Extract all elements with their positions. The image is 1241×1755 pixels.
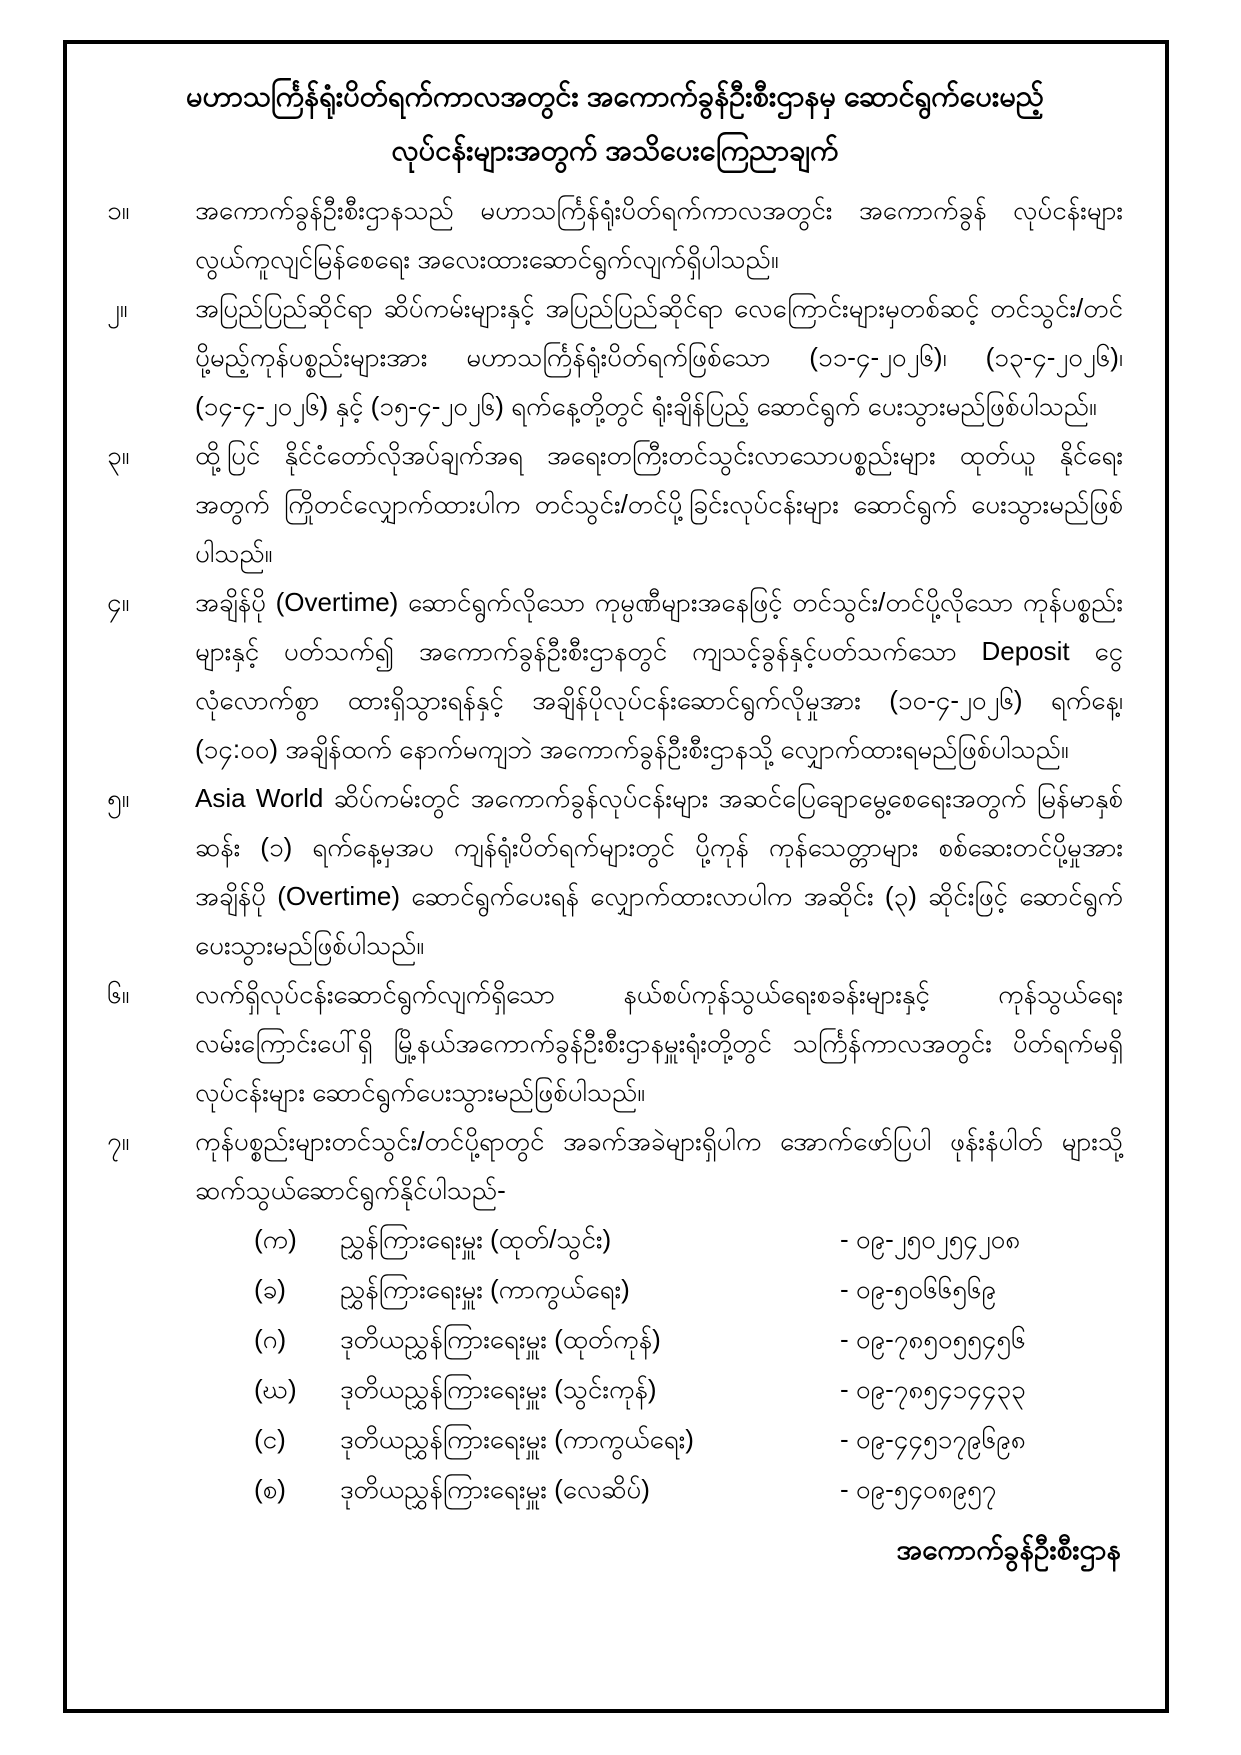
paragraph-2-text: အပြည်ပြည်ဆိုင်ရာ ဆိပ်ကမ်းများနှင့် အပြည်ပြည်ဆိုင်ရာ လေကြောင်းများမှတစ်ဆင့် တင်သွင်း/တင်ပို့မည့်ကုန်ပစ္စည်းများအား မဟာသင်္ကြန်ရုံးပိတ်ရက်ဖြစ်သော (၁၁-၄-၂၀၂၆)၊ (၁၃-၄-၂၀၂၆)၊ (၁၄-၄-၂၀၂၆) နှင့် (၁၅-၄-၂၀၂၆) ရက်နေ့တို့တွင် ရုံးချိန်ပြည့် ဆောင်ရွက် ပေးသွားမည်ဖြစ်ပါသည်။ (195, 293, 1123, 421)
document-title (117, 70, 1113, 178)
paragraph-6 (107, 970, 1123, 1117)
contact-2-role: ညွှန်ကြားရေးမှူး (ကာကွယ်ရေး) (340, 1274, 630, 1304)
contact-4-role: ဒုတိယညွှန်ကြားရေးမှူး (သွင်းကုန်) (340, 1374, 657, 1404)
contact-6-marker: (စ) (254, 1474, 286, 1504)
contact-list (254, 1215, 1123, 1515)
contact-3-role: ဒုတိယညွှန်ကြားရေးမှူး (ထုတ်ကုန်) (340, 1324, 661, 1354)
paragraph-4 (107, 578, 1123, 774)
contact-5-phone: - ၀၉-၄၄၅၁၇၉၆၉၈ (840, 1424, 1026, 1454)
contact-5-marker: (င) (254, 1424, 286, 1454)
paragraph-5-text: Asia World ဆိပ်ကမ်းတွင် အကောက်ခွန်လုပ်ငန်းများ အဆင်ပြေချောမွေ့စေရေးအတွက် မြန်မာနှစ်ဆန်း (၁) ရက်နေ့မှအပ ကျန်ရုံးပိတ်ရက်များတွင် ပို့ကုန် ကုန်သေတ္တာများ စစ်ဆေးတင်ပို့မှုအား အချိန်ပို (Overtime) ဆောင်ရွက်ပေးရန် လျှောက်ထားလာပါက အဆိုင်း (၃) ဆိုင်းဖြင့် ဆောင်ရွက်ပေးသွားမည်ဖြစ်ပါသည်။ (195, 783, 1123, 960)
document-body (67, 44, 1165, 1574)
contact-2-phone: - ၀၉-၅၀၆၆၅၆၉ (840, 1274, 997, 1304)
contact-1-phone: - ၀၉-၂၅၀၂၅၄၂၀၈ (840, 1224, 1021, 1254)
contact-6-role: ဒုတိယညွှန်ကြားရေးမှူး (လေဆိပ်) (340, 1474, 650, 1504)
contact-3-marker: (ဂ) (254, 1324, 287, 1354)
paragraph-6-text: လက်ရှိလုပ်ငန်းဆောင်ရွက်လျက်ရှိသော နယ်စပ်ကုန်သွယ်ရေးစခန်းများနှင့် ကုန်သွယ်ရေး လမ်းကြောင်းပေါ်ရှိ မြို့နယ်အကောက်ခွန်ဦးစီးဌာနမှူးရုံးတို့တွင် သင်္ကြန်ကာလအတွင်း ပိတ်ရက်မရှိ လုပ်ငန်းများ ဆောင်ရွက်ပေးသွားမည်ဖြစ်ပါသည်။ (195, 979, 1123, 1107)
paragraph-2-number: ၂။ (107, 293, 128, 323)
contact-4-marker: (ဃ) (254, 1374, 297, 1404)
paragraph-3-text: ထို့ပြင် နိုင်ငံတော်လိုအပ်ချက်အရ အရေးတကြီးတင်သွင်းလာသောပစ္စည်းများ ထုတ်ယူ နိုင်ရေးအတွက် ကြိုတင်လျှောက်ထားပါက တင်သွင်း/တင်ပို့ခြင်းလုပ်ငန်းများ ဆောင်ရွက် ပေးသွားမည်ဖြစ်ပါသည်။ (195, 440, 1123, 568)
contact-1-role: ညွှန်ကြားရေးမှူး (ထုတ်/သွင်း) (340, 1224, 612, 1254)
contact-6-phone: - ၀၉-၅၄၀၈၉၅၇ (840, 1474, 997, 1504)
contact-3-phone: - ၀၉-၇၈၅၀၅၅၄၅၆ (840, 1324, 1026, 1354)
paragraph-7-number: ၇။ (107, 1126, 130, 1156)
paragraph-5 (107, 774, 1123, 970)
contact-row (254, 1415, 1123, 1465)
paragraph-3-number: ၃။ (107, 440, 130, 470)
paragraph-5-number: ၅။ (107, 783, 130, 813)
contact-5-role: ဒုတိယညွှန်ကြားရေးမှူး (ကာကွယ်ရေး) (340, 1424, 694, 1454)
contact-row (254, 1215, 1123, 1265)
contact-row (254, 1365, 1123, 1415)
paragraph-7-text: ကုန်ပစ္စည်းများတင်သွင်း/တင်ပို့ရာတွင် အခက်အခဲများရှိပါက အောက်ဖော်ပြပါ ဖုန်းနံပါတ် များသို့ ဆက်သွယ်ဆောင်ရွက်နိုင်ပါသည်- (195, 1126, 1123, 1205)
contact-4-phone: - ၀၉-၇၈၅၄၁၄၄၃၃ (840, 1374, 1026, 1404)
document-title-line-1: မဟာသင်္ကြန်ရုံးပိတ်ရက်ကာလအတွင်း အကောက်ခွန်ဦးစီးဌာနမှ ဆောင်ရွက်ပေးမည့် (186, 81, 1044, 113)
document-border-frame (63, 40, 1169, 1713)
contact-row (254, 1265, 1123, 1315)
document-title-line-2: လုပ်ငန်းများအတွက် အသိပေးကြေညာချက် (391, 135, 839, 167)
paragraph-3 (107, 431, 1123, 578)
contact-2-marker: (ခ) (254, 1274, 286, 1304)
paragraph-1 (107, 186, 1123, 284)
paragraph-7 (107, 1117, 1123, 1215)
paragraph-6-number: ၆။ (107, 979, 130, 1009)
issuing-department-signature: အကောက်ခွန်ဦးစီးဌာန (896, 1534, 1121, 1565)
paragraph-4-number: ၄။ (107, 587, 130, 617)
contact-row (254, 1315, 1123, 1365)
paragraph-1-number: ၁။ (107, 195, 130, 225)
contact-1-marker: (က) (254, 1224, 297, 1254)
paragraph-4-text: အချိန်ပို (Overtime) ဆောင်ရွက်လိုသော ကုမ္ပဏီများအနေဖြင့် တင်သွင်း/တင်ပို့လိုသော ကုန်ပစ္စည်းများနှင့် ပတ်သက်၍ အကောက်ခွန်ဦးစီးဌာနတွင် ကျသင့်ခွန်နှင့်ပတ်သက်သော Deposit ငွေလုံလောက်စွာ ထားရှိသွားရန်နှင့် အချိန်ပိုလုပ်ငန်းဆောင်ရွက်လိုမှုအား (၁၀-၄-၂၀၂၆) ရက်နေ့၊ (၁၄:၀၀) အချိန်ထက် နောက်မကျဘဲ အကောက်ခွန်ဦးစီးဌာနသို့ လျှောက်ထားရမည်ဖြစ်ပါသည်။ (195, 587, 1123, 764)
paragraph-2 (107, 284, 1123, 431)
paragraph-1-text: အကောက်ခွန်ဦးစီးဌာနသည် မဟာသင်္ကြန်ရုံးပိတ်ရက်ကာလအတွင်း အကောက်ခွန် လုပ်ငန်းများ လွယ်ကူလျင်မြန်စေရေး အလေးထားဆောင်ရွက်လျက်ရှိပါသည်။ (195, 195, 1123, 274)
contact-row (254, 1465, 1123, 1515)
